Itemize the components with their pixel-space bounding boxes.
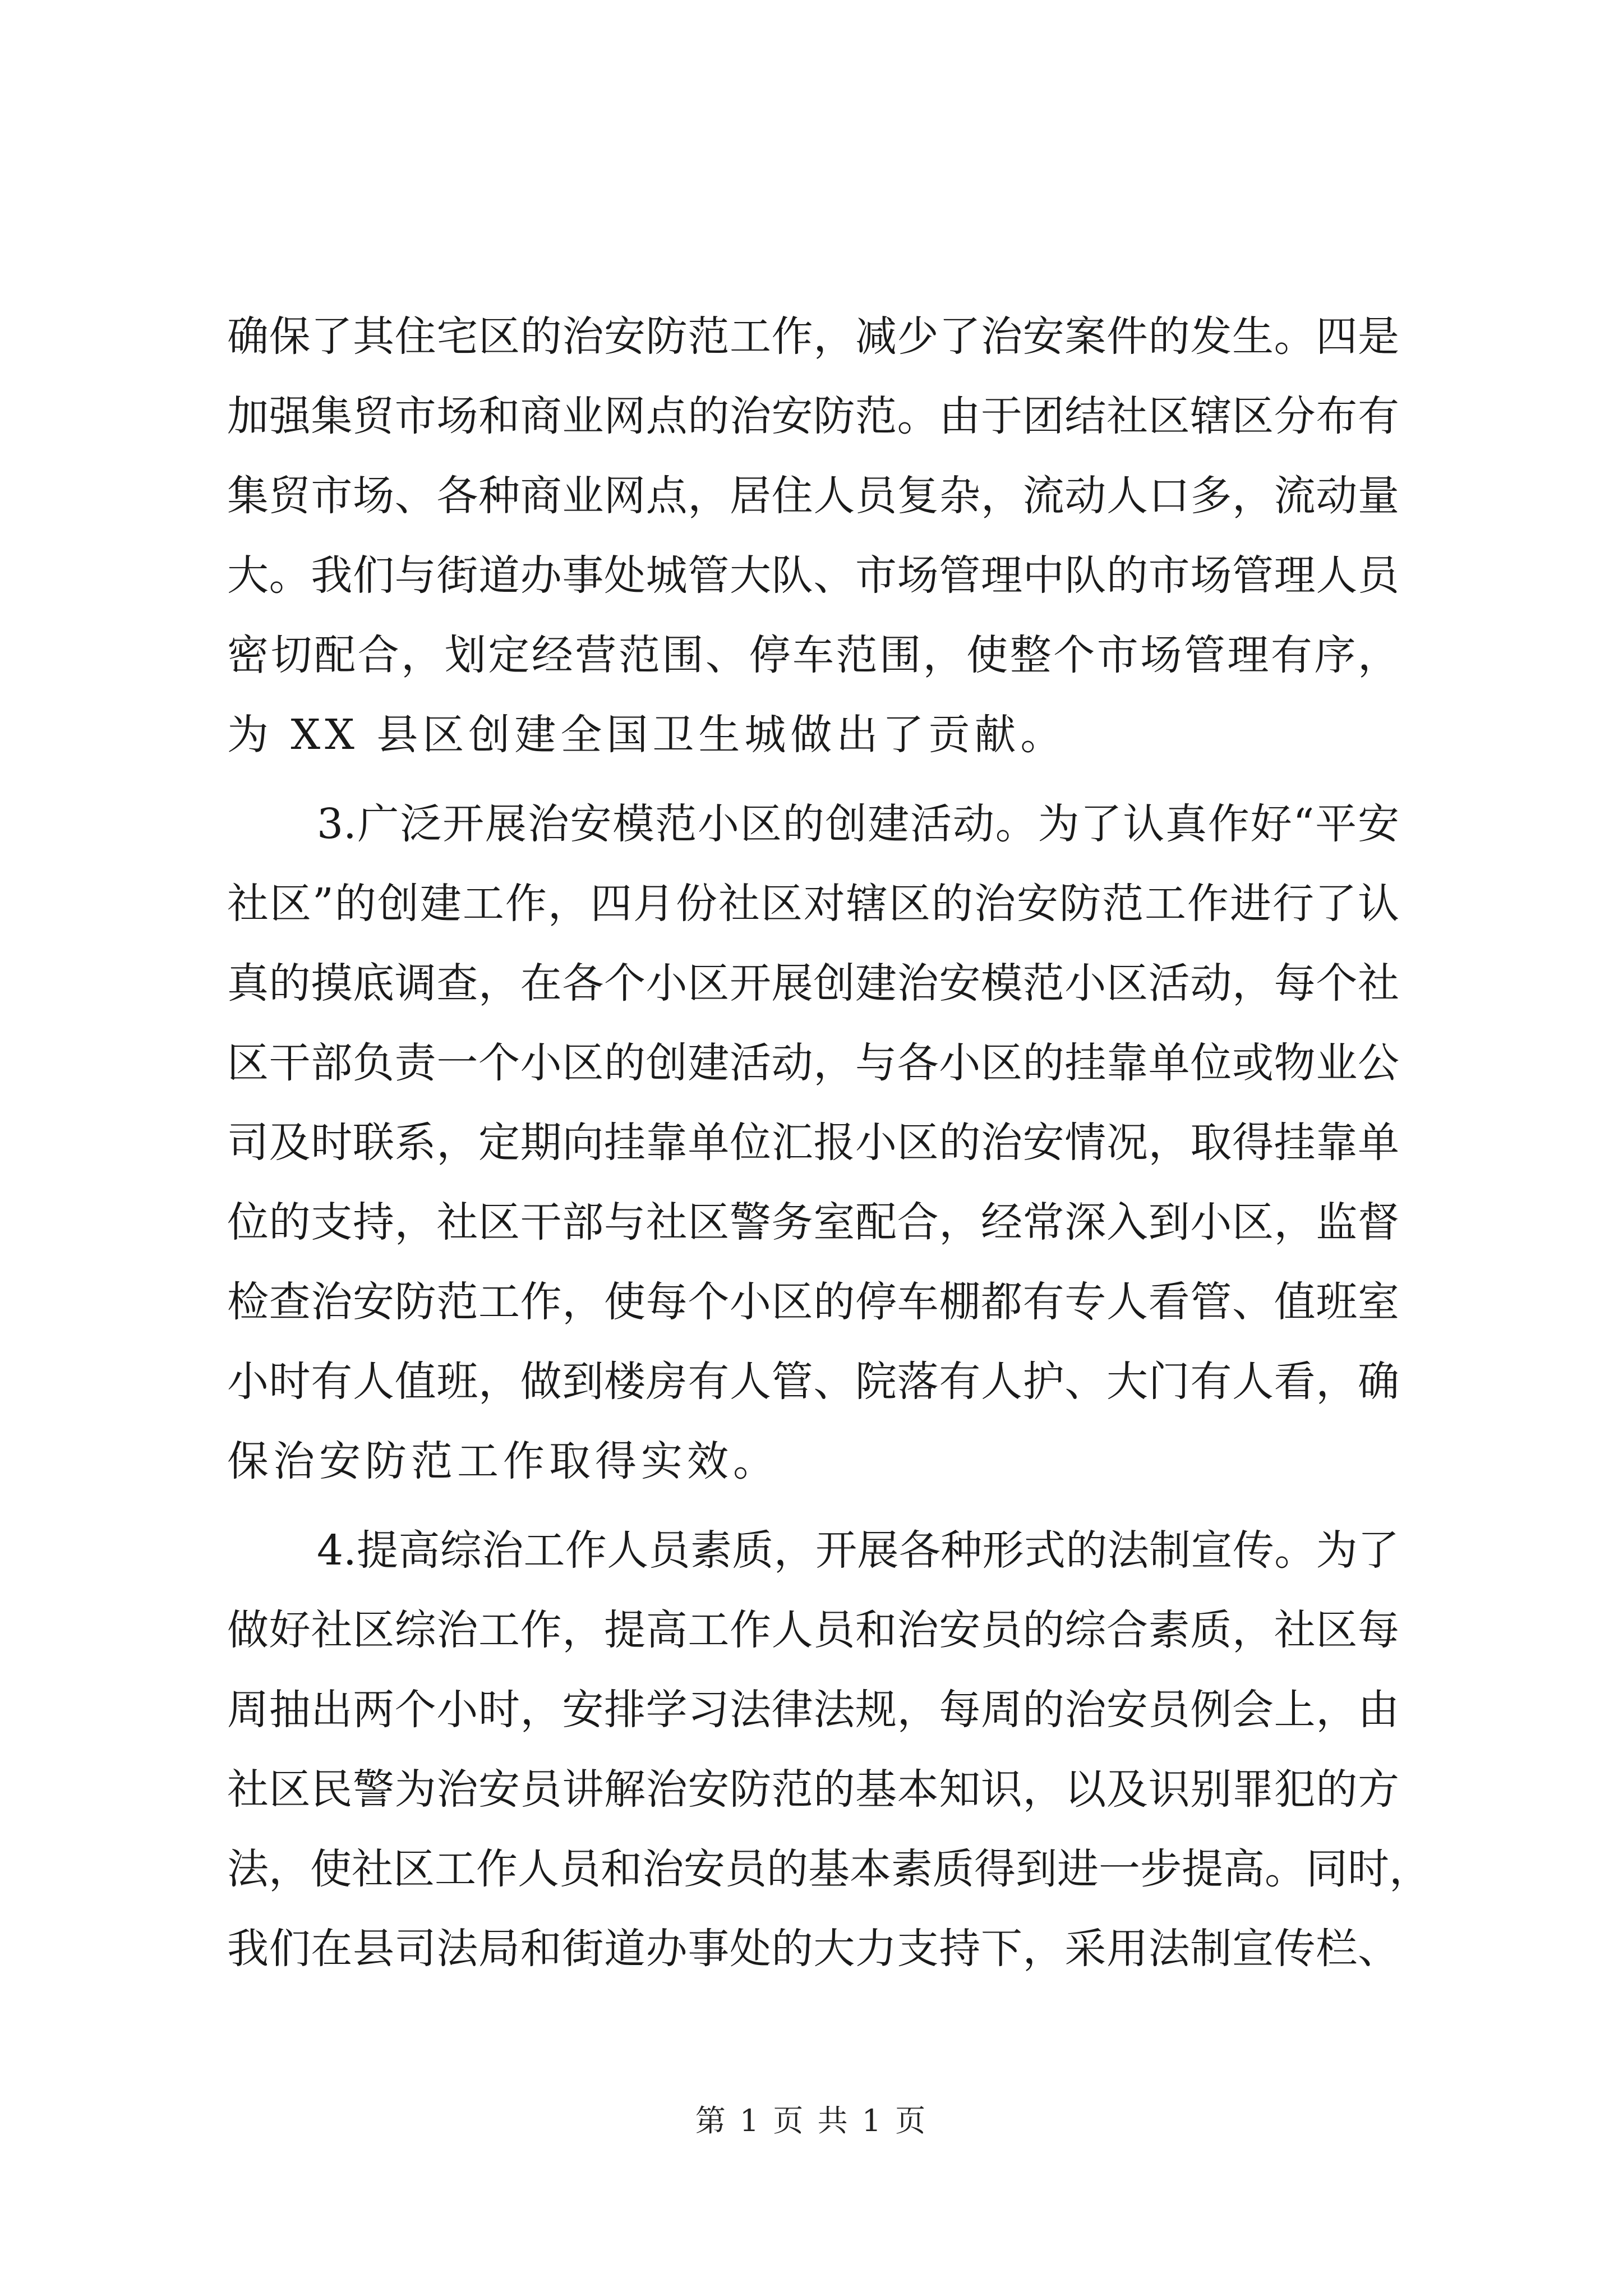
text-line-8: 社区”的创建工作，四月份社区对辖区的治安防范工作进行了认 — [227, 880, 1399, 928]
text-line-1: 确保了其住宅区的治安防范工作，减少了治安案件的发生。四是 — [227, 312, 1399, 361]
text-line-10: 区干部负责一个小区的创建活动，与各小区的挂靠单位或物业公 — [227, 1039, 1399, 1087]
text-line-11: 司及时联系，定期向挂靠单位汇报小区的治安情况，取得挂靠单 — [227, 1119, 1399, 1167]
text-line-17: 做好社区综治工作，提高工作人员和治安员的综合素质，社区每 — [227, 1606, 1399, 1654]
text-line-12: 位的支持，社区干部与社区警务室配合，经常深入到小区，监督 — [227, 1198, 1399, 1246]
paragraph-3-heading-line: 3.广泛开展治安模范小区的创建活动。为了认真作好“平安 — [317, 800, 1399, 848]
text-line-19: 社区民警为治安员讲解治安防范的基本知识，以及识别罪犯的方 — [227, 1765, 1399, 1814]
text-line-20: 法，使社区工作人员和治安员的基本素质得到进一步提高。同时， — [227, 1845, 1431, 1893]
text-line-5: 密切配合，划定经营范围、停车范围，使整个市场管理有序， — [227, 631, 1399, 679]
text-line-15: 保治安防范工作取得实效。 — [227, 1437, 779, 1485]
text-line-4: 大。我们与街道办事处城管大队、市场管理中队的市场管理人员 — [227, 551, 1399, 600]
text-line-9: 真的摸底调查，在各个小区开展创建治安模范小区活动，每个社 — [227, 959, 1399, 1007]
text-line-6: 为 XX 县区创建全国卫生城做出了贡献。 — [227, 711, 1067, 759]
paragraph-4-heading-line: 4.提高综治工作人员素质，开展各种形式的法制宣传。为了 — [317, 1526, 1399, 1575]
page-footer: 第 1 页 共 1 页 — [695, 2103, 928, 2138]
text-line-3: 集贸市场、各种商业网点，居住人员复杂，流动人口多，流动量 — [227, 472, 1399, 520]
text-line-14: 小时有人值班，做到楼房有人管、院落有人护、大门有人看，确 — [227, 1358, 1399, 1406]
text-line-21: 我们在县司法局和街道办事处的大力支持下，采用法制宣传栏、 — [227, 1925, 1399, 1973]
text-line-13: 检查治安防范工作，使每个小区的停车棚都有专人看管、值班室 — [227, 1278, 1399, 1326]
text-line-18: 周抽出两个小时，安排学习法律法规，每周的治安员例会上，由 — [227, 1686, 1399, 1734]
text-line-2: 加强集贸市场和商业网点的治安防范。由于团结社区辖区分布有 — [227, 392, 1399, 440]
